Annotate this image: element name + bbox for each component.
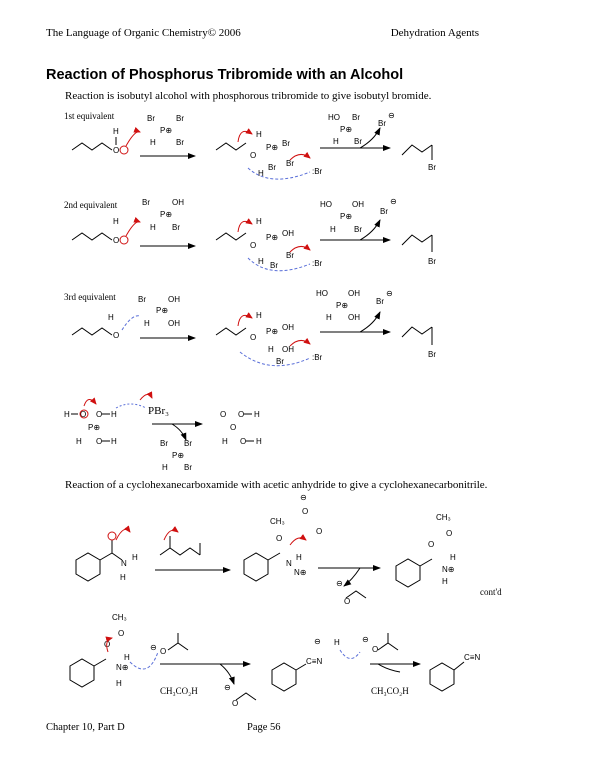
svg-text:OH: OH: [172, 198, 184, 207]
svg-text:P⊕: P⊕: [266, 143, 279, 152]
svg-text:OH: OH: [282, 323, 294, 332]
svg-text:H: H: [144, 319, 150, 328]
svg-text:O: O: [428, 540, 435, 549]
svg-text:O: O: [250, 151, 257, 160]
svg-text:OH: OH: [348, 289, 360, 298]
svg-text:H: H: [258, 257, 264, 266]
svg-text:⊖: ⊖: [388, 111, 395, 120]
equivalent-label-3: 3rd equivalent: [64, 292, 116, 302]
svg-text:H: H: [450, 553, 456, 562]
svg-text:O: O: [220, 410, 227, 419]
svg-text:⊖: ⊖: [386, 289, 393, 298]
row-2-mechanism: [72, 197, 436, 271]
svg-text:H: H: [64, 410, 70, 419]
phosphorous-acid-scheme: [64, 394, 262, 472]
svg-text:Br: Br: [282, 139, 290, 148]
svg-text:⊖: ⊖: [362, 635, 369, 644]
svg-text:P⊕: P⊕: [266, 327, 279, 336]
svg-text:O: O: [113, 236, 120, 245]
svg-text:H: H: [120, 573, 126, 582]
svg-text:Br: Br: [352, 113, 360, 122]
svg-text:O: O: [238, 410, 245, 419]
svg-text:CH₃: CH₃: [270, 517, 285, 526]
svg-text:O: O: [232, 699, 239, 708]
svg-text:Br: Br: [176, 114, 184, 123]
svg-text:Br: Br: [354, 137, 362, 146]
header-topic: Dehydration Agents: [390, 27, 479, 39]
reagent-pbr3: PBr₃: [148, 405, 169, 417]
svg-text:N: N: [121, 559, 127, 568]
svg-text:H: H: [111, 437, 117, 446]
svg-text:O: O: [160, 647, 167, 656]
svg-text:H: H: [222, 437, 228, 446]
svg-text:O: O: [96, 437, 103, 446]
svg-text:Br: Br: [286, 159, 294, 168]
oxygen-atom: O: [113, 146, 120, 155]
svg-text:OH: OH: [282, 345, 294, 354]
svg-text:O: O: [118, 629, 125, 638]
svg-text:H: H: [333, 137, 339, 146]
svg-text:O: O: [230, 423, 237, 432]
equivalent-label-1: 1st equivalent: [64, 111, 115, 121]
svg-text:H: H: [132, 553, 138, 562]
svg-text:O: O: [446, 529, 453, 538]
svg-text:HO: HO: [316, 289, 328, 298]
byproduct-label-2: CH₃CO₂H: [371, 686, 409, 696]
svg-text:⊖: ⊖: [224, 683, 231, 692]
svg-text:CH₃: CH₃: [112, 613, 127, 622]
svg-text:P⊕: P⊕: [336, 301, 349, 310]
svg-text:H: H: [258, 169, 264, 178]
svg-text:C≡N: C≡N: [464, 653, 481, 662]
svg-text:N⊕: N⊕: [116, 663, 129, 672]
section-title: Reaction of Phosphorus Tribromide with an Alcohol: [46, 67, 404, 83]
svg-text:OH: OH: [168, 319, 180, 328]
svg-text:N: N: [286, 559, 292, 568]
svg-text:Br: Br: [428, 350, 436, 359]
svg-text:Br: Br: [428, 163, 436, 172]
svg-text:H: H: [116, 679, 122, 688]
svg-text:H: H: [330, 225, 336, 234]
svg-text:P⊕: P⊕: [172, 451, 185, 460]
equivalent-label-2: 2nd equivalent: [64, 200, 118, 210]
svg-text:Br: Br: [147, 114, 155, 123]
svg-text:H: H: [256, 130, 262, 139]
svg-text:OH: OH: [168, 295, 180, 304]
svg-text:Br: Br: [176, 138, 184, 147]
svg-text:P⊕: P⊕: [160, 126, 173, 135]
amide-row-2: [70, 613, 480, 708]
svg-text:P⊕: P⊕: [340, 212, 353, 221]
svg-text:O: O: [316, 527, 323, 536]
svg-text:Br: Br: [354, 225, 362, 234]
svg-text:Br: Br: [172, 223, 180, 232]
footer-page: Page 56: [247, 722, 281, 733]
svg-text:OH: OH: [282, 229, 294, 238]
svg-text:H: H: [268, 345, 274, 354]
svg-text:Br: Br: [270, 261, 278, 270]
continued-label: cont'd: [480, 587, 502, 597]
svg-text:O: O: [113, 331, 120, 340]
svg-text:OH: OH: [348, 313, 360, 322]
amide-row-1: [76, 493, 456, 606]
svg-text:H: H: [162, 463, 168, 472]
svg-text:O: O: [276, 534, 283, 543]
svg-text:Br: Br: [286, 251, 294, 260]
svg-text:O: O: [250, 241, 257, 250]
svg-text:O: O: [96, 410, 103, 419]
svg-text:CH₃: CH₃: [436, 513, 451, 522]
svg-text::Br: :Br: [312, 259, 323, 268]
svg-text:⊖: ⊖: [314, 637, 321, 646]
row-1-mechanism: [72, 111, 436, 179]
byproduct-label-1: CH₃CO₂H: [160, 686, 198, 696]
svg-text:H: H: [326, 313, 332, 322]
reaction-caption-1: Reaction is isobutyl alcohol with phosphorous tribromide to give isobutyl bromide.: [65, 90, 432, 102]
svg-text:P⊕: P⊕: [156, 306, 169, 315]
hydrogen-atom: H: [113, 127, 119, 136]
svg-text:Br: Br: [376, 297, 384, 306]
svg-text:⊖: ⊖: [150, 643, 157, 652]
svg-text:Br: Br: [184, 463, 192, 472]
svg-text:⊖: ⊖: [300, 493, 307, 502]
svg-text:H: H: [150, 138, 156, 147]
svg-text:Br: Br: [268, 163, 276, 172]
svg-text:Br: Br: [276, 357, 284, 366]
svg-text:Br: Br: [184, 439, 192, 448]
svg-text:P⊕: P⊕: [340, 125, 353, 134]
svg-text:Br: Br: [160, 439, 168, 448]
svg-text:O: O: [240, 437, 247, 446]
svg-text:Br: Br: [380, 207, 388, 216]
svg-text:H: H: [334, 638, 340, 647]
svg-text:P⊕: P⊕: [88, 423, 101, 432]
svg-text:Br: Br: [142, 198, 150, 207]
svg-text:HO: HO: [328, 113, 340, 122]
header-title: The Language of Organic Chemistry© 2006: [46, 27, 241, 39]
svg-text:H: H: [256, 311, 262, 320]
svg-text:O: O: [80, 410, 87, 419]
svg-text:H: H: [76, 437, 82, 446]
svg-text:H: H: [256, 217, 262, 226]
svg-text:H: H: [256, 437, 262, 446]
svg-text:Br: Br: [378, 119, 386, 128]
svg-text:H: H: [108, 313, 114, 322]
svg-text:O: O: [372, 645, 379, 654]
svg-text:H: H: [111, 410, 117, 419]
reaction-caption-2: Reaction of a cyclohexanecarboxamide with acetic anhydride to give a cyclohexanecarbonitrile.: [65, 479, 488, 491]
svg-text:O: O: [302, 507, 309, 516]
svg-text:OH: OH: [352, 200, 364, 209]
svg-text:⊖: ⊖: [390, 197, 397, 206]
svg-text:N⊕: N⊕: [294, 568, 307, 577]
svg-text:P⊕: P⊕: [266, 233, 279, 242]
svg-text:P⊕: P⊕: [160, 210, 173, 219]
svg-text:H: H: [124, 653, 130, 662]
svg-text:O: O: [344, 597, 351, 606]
svg-text::Br: :Br: [312, 353, 323, 362]
svg-text:H: H: [442, 577, 448, 586]
svg-text:O: O: [250, 333, 257, 342]
svg-text:Br: Br: [428, 257, 436, 266]
svg-text:O: O: [104, 640, 111, 649]
row-3-mechanism: [72, 289, 436, 366]
svg-text:N⊕: N⊕: [442, 565, 455, 574]
svg-text:HO: HO: [320, 200, 332, 209]
svg-text:H: H: [296, 553, 302, 562]
svg-text:Br: Br: [138, 295, 146, 304]
svg-text:⊖: ⊖: [336, 579, 343, 588]
footer-chapter: Chapter 10, Part D: [46, 722, 125, 733]
svg-text:H: H: [113, 217, 119, 226]
svg-text:H: H: [254, 410, 260, 419]
svg-text:C≡N: C≡N: [306, 657, 323, 666]
svg-text:H: H: [150, 223, 156, 232]
svg-text::Br: :Br: [312, 167, 323, 176]
